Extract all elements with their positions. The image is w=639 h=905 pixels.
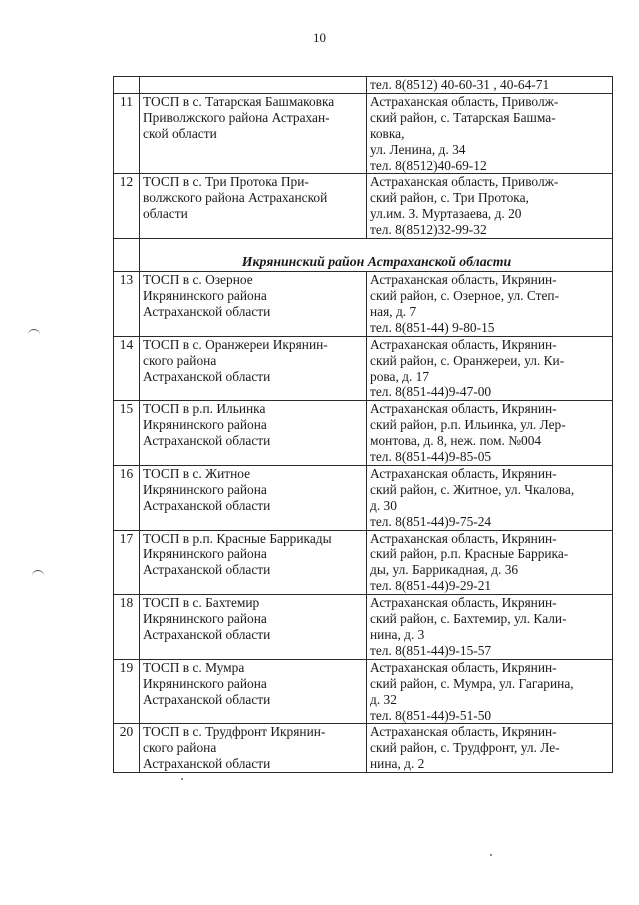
office-name-cell [140,336,367,401]
section-header-row [114,239,613,272]
office-address-line: Астраханская область, Икрянин- [370,724,557,740]
office-name-line: ТОСП в с. Бахтемир [143,595,260,611]
office-address-line: тел. 8(851-44)9-15-57 [370,642,492,658]
office-address-line: ский район, р.п. Красные Баррика- [370,546,569,562]
office-name-cell [140,401,367,466]
row-number: 17 [114,530,140,595]
office-address-line: тел. 8(851-44)9-85-05 [370,449,492,465]
office-name-line: области [143,206,188,222]
office-table-wrapper [113,76,613,773]
scan-dot [181,778,183,780]
section-title-cell [140,239,613,272]
office-address-cell [367,595,613,660]
office-address-line: ул.им. З. Муртазаева, д. 20 [370,206,522,222]
office-address-line: тел. 8(851-44)9-29-21 [370,578,492,594]
office-address-cell [367,659,613,724]
table-row [114,595,613,660]
row-number: 16 [114,465,140,530]
office-name-line: Икрянинского района [143,287,267,303]
office-name-line: Астраханской области [143,562,271,578]
office-name-line: ТОСП в с. Житное [143,465,251,481]
office-name-line: Астраханской области [143,303,271,319]
table-row [114,659,613,724]
office-address-line: тел. 8(8512) 40-60-31 , 40-64-71 [370,77,550,92]
office-name-line: Астраханской области [143,627,271,642]
row-number: 13 [114,272,140,337]
table-row [114,93,613,174]
office-name-line: Астраханской области [143,368,271,384]
office-address-line: ский район, с. Житное, ул. Чкалова, [370,481,575,497]
office-name-line: ТОСП в с. Озерное [143,272,253,288]
office-name-cell [140,272,367,337]
office-address-cell [367,174,613,239]
row-number: 11 [114,93,140,174]
page-number: 10 [313,30,326,45]
office-name-cell [140,77,367,94]
office-name-line: волжского района Астраханской [143,190,328,206]
office-address-line: ский район, с. Бахтемир, ул. Кали- [370,611,567,627]
office-address-line: Астраханская область, Икрянин- [370,272,557,288]
office-address-line: тел. 8(851-44)9-75-24 [370,513,492,529]
office-name-cell [140,724,367,773]
office-address-line: Астраханская область, Икрянин- [370,401,557,417]
office-address-line: рова, д. 17 [370,368,430,384]
row-number: 14 [114,336,140,401]
office-name-cell [140,93,367,174]
section-header-body [114,239,613,272]
office-name-line: Икрянинского района [143,417,267,433]
office-address-cell [367,401,613,466]
office-address-cell [367,272,613,337]
row-number: 12 [114,174,140,239]
office-address-line: Астраханская область, Приволж- [370,93,559,109]
office-address-line: ковка, [370,125,405,141]
table-row [114,77,613,94]
office-name-line: ского района [143,740,217,756]
office-address-line: тел. 8(851-44) 9-80-15 [370,319,495,335]
section-num-cell [114,239,140,272]
office-address-line: ная, д. 7 [370,303,417,319]
office-name-cell [140,530,367,595]
office-address-line: д. 32 [370,691,397,707]
row-number: 18 [114,595,140,660]
scan-mark [28,329,40,338]
office-name-line: Икрянинского района [143,546,267,562]
office-address-line: тел. 8(8512)40-69-12 [370,157,487,173]
office-name-line: Астраханской области [143,433,271,449]
section-title: Икрянинский район Астраханской области [241,254,512,270]
office-address-line: ский район, р.п. Ильинка, ул. Лер- [370,417,566,433]
row-number: 20 [114,724,140,773]
office-address-cell [367,724,613,773]
office-address-line: Астраханская область, Икрянин- [370,465,557,481]
office-table [113,76,613,773]
office-address-line: ский район, с. Татарская Башма- [370,109,556,125]
office-name-line: ТОСП в с. Три Протока При- [143,174,309,190]
office-address-cell [367,530,613,595]
table-body-top [114,77,613,239]
office-address-line: Астраханская область, Икрянин- [370,595,557,611]
office-name-cell [140,595,367,660]
office-name-line: ТОСП в с. Мумра [143,659,245,675]
table-row [114,465,613,530]
table-body-bottom [114,272,613,773]
office-address-line: ул. Ленина, д. 34 [370,141,466,157]
office-address-cell [367,93,613,174]
scan-dot [490,854,492,856]
table-row [114,272,613,337]
table-row [114,724,613,773]
office-name-line: ТОСП в р.п. Красные Баррикады [143,530,332,546]
office-name-line: Икрянинского района [143,611,267,627]
office-name-line: Икрянинского района [143,481,267,497]
office-address-line: ды, ул. Баррикадная, д. 36 [370,562,519,578]
office-address-line: Астраханская область, Икрянин- [370,659,557,675]
office-name-line: Астраханской области [143,691,271,707]
office-name-line: ТОСП в с. Оранжереи Икрянин- [143,336,328,352]
office-address-line: Астраханская область, Икрянин- [370,530,557,546]
office-name-cell [140,659,367,724]
office-address-line: ский район, с. Трудфронт, ул. Ле- [370,740,560,756]
office-address-line: тел. 8(851-44)9-47-00 [370,384,492,400]
office-address-cell [367,77,613,94]
office-name-cell [140,465,367,530]
row-number: 19 [114,659,140,724]
office-address-line: Астраханская область, Икрянин- [370,336,557,352]
office-name-line: Астраханской области [143,756,271,772]
office-name-line: Приволжского района Астрахан- [143,109,330,125]
table-row [114,530,613,595]
office-name-line: ТОСП в с. Татарская Башмаковка [143,93,335,109]
office-address-line: тел. 8(851-44)9-51-50 [370,707,492,723]
table-row [114,336,613,401]
row-number: 15 [114,401,140,466]
office-address-line: монтова, д. 8, неж. пом. №004 [370,433,542,449]
office-address-cell [367,465,613,530]
office-name-cell [140,174,367,239]
office-address-line: ский район, с. Озерное, ул. Степ- [370,287,560,303]
office-name-line: ТОСП в с. Трудфронт Икрянин- [143,724,326,740]
office-name-line: ской области [143,125,217,141]
office-address-line: ский район, с. Оранжереи, ул. Ки- [370,352,565,368]
office-name-line: Икрянинского района [143,675,267,691]
table-row [114,174,613,239]
office-address-line: тел. 8(8512)32-99-32 [370,222,487,238]
office-address-line: нина, д. 2 [370,756,425,772]
office-address-line: д. 30 [370,497,397,513]
office-address-line: Астраханская область, Приволж- [370,174,559,190]
office-address-line: ский район, с. Мумра, ул. Гагарина, [370,675,574,691]
office-address-cell [367,336,613,401]
row-number [114,77,140,94]
office-address-line: ский район, с. Три Протока, [370,190,529,206]
scan-mark [32,570,44,579]
office-address-line: нина, д. 3 [370,627,425,642]
table-row [114,401,613,466]
office-name-line: ТОСП в р.п. Ильинка [143,401,266,417]
office-name-line: ского района [143,352,217,368]
office-name-line: Астраханской области [143,497,271,513]
